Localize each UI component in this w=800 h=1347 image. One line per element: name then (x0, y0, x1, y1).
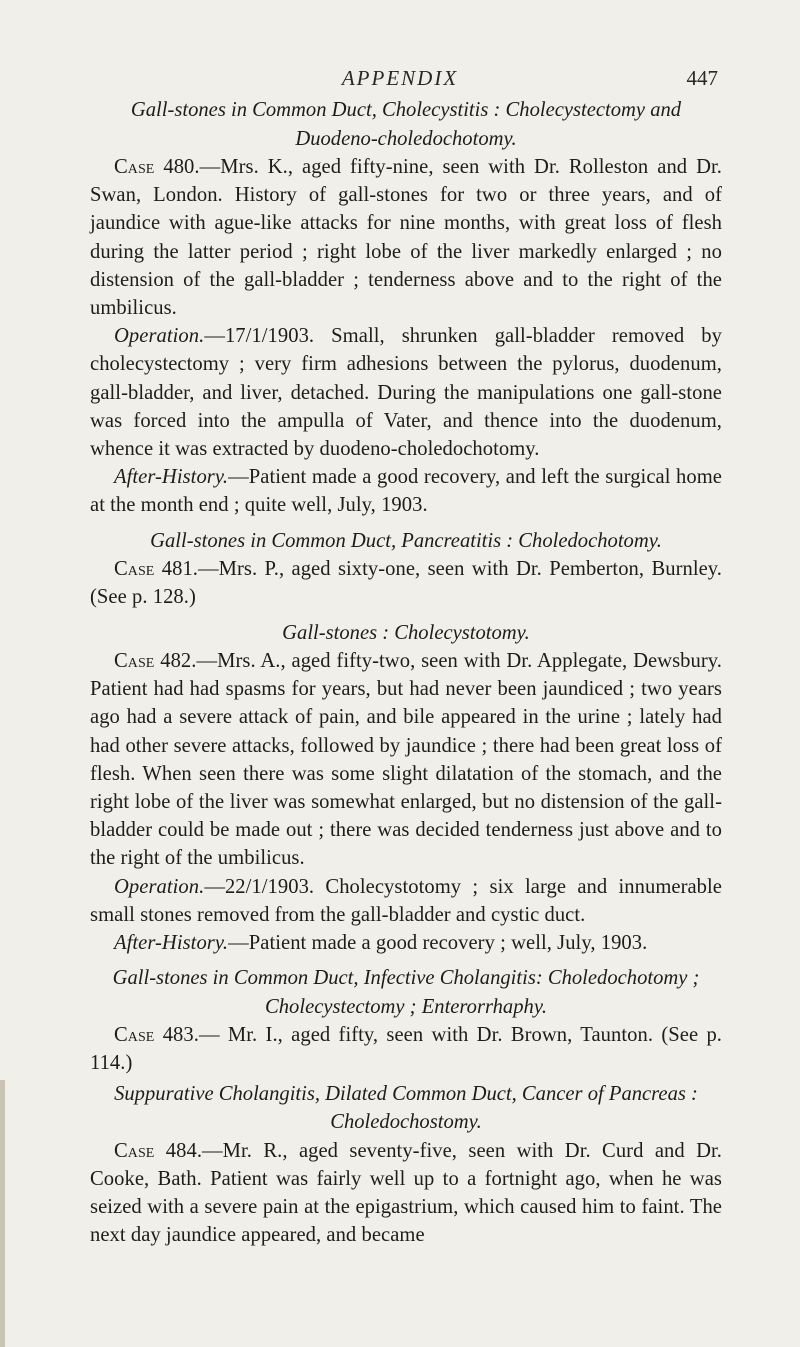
after-history-paragraph (90, 463, 722, 519)
heading-line: Gall-stones : Cholecystotomy. (282, 621, 530, 644)
paragraph-lead: After-History. (114, 932, 229, 955)
paragraph-text: —17/1/1903. Small, shrunken gall-bladder removed by cholecystectomy ; very firm adhesions between the pylorus, duodenum, gall-bladder, and liver, detached. During the manipulations one gall-stone was forced into the ampulla of Vater, and thence into the duodenum, whence it was extracted by duodeno-choledochotomy. (90, 325, 722, 461)
case-section (90, 619, 722, 958)
case-section (90, 964, 722, 1077)
case-section (90, 1080, 722, 1250)
case-paragraph (90, 153, 722, 322)
case-paragraph (90, 647, 722, 873)
page-header (90, 66, 718, 96)
operation-paragraph (90, 873, 722, 929)
heading-line: Gall-stones in Common Duct, Pancreatitis : Choledochotomy. (150, 529, 662, 552)
paragraph-text: —Mrs. K., aged fifty-nine, seen with Dr. Rolleston and Dr. Swan, London. History of gall-stones for two or three years, and of jaundice with ague-like attacks for nine months, with great loss of flesh during the latter period ; right lobe of the liver markedly enlarged ; no distension of the gall-bladder ; tenderness above and to the right of the umbilicus. (90, 156, 722, 320)
page-edge-shadow (0, 1080, 5, 1347)
heading-line: Gall-stones in Common Duct, Infective Cholangitis: Choledochotomy ; (112, 967, 700, 990)
paragraph-text: —Patient made a good recovery, and left the surgical home at the month end ; quite well, July, 1903. (90, 466, 722, 517)
section-heading (90, 964, 722, 1021)
page-number: 447 (686, 66, 718, 90)
paragraph-lead: Operation. (114, 325, 205, 348)
case-number: Case 482. (114, 650, 197, 673)
section-heading (90, 527, 722, 556)
section-heading (90, 96, 722, 153)
section-heading (90, 1080, 722, 1137)
paragraph-text: —Mrs. A., aged fifty-two, seen with Dr. Applegate, Dewsbury. Patient had had spasms for years, but had never been jaundiced ; two years ago had a severe attack of pain, and bile appeared in the urine ; lately had had other severe attacks, followed by jaundice ; there had been great loss of flesh. When seen there was some slight dilatation of the stomach, and the right lobe of the liver was somewhat enlarged, but no distension of the gall-bladder could be made out ; there was decided tenderness just above and to the right of the umbilicus. (90, 650, 722, 870)
heading-line: Duodeno-choledochotomy. (295, 127, 517, 150)
heading-line: Cholecystectomy ; Enterorrhaphy. (265, 995, 547, 1018)
page-body (90, 96, 722, 1250)
case-paragraph (90, 555, 722, 611)
case-section (90, 96, 722, 520)
paragraph-text: —22/1/1903. Cholecystotomy ; six large and innumerable small stones removed from the gall-bladder and cystic duct. (90, 875, 722, 926)
paragraph-text: —Mr. R., aged seventy-five, seen with Dr. Curd and Dr. Cooke, Bath. Patient was fairly well up to a fortnight ago, when he was seized with a severe pain at the epigastrium, which caused him to faint. The next day jaundice appeared, and became (90, 1139, 722, 1247)
case-number: Case 480. (114, 156, 200, 178)
case-paragraph (90, 1137, 722, 1250)
case-number: Case 484. (114, 1139, 203, 1162)
operation-paragraph (90, 322, 722, 463)
heading-line: Gall-stones in Common Duct, Cholecystitis : Cholecystectomy and (130, 99, 682, 121)
paragraph-lead: After-History. (114, 466, 229, 489)
case-number: Case 481. (114, 558, 198, 581)
after-history-paragraph (90, 929, 722, 957)
running-head: APPENDIX (341, 66, 459, 90)
heading-line: Choledochostomy. (330, 1111, 482, 1134)
case-section (90, 527, 722, 612)
heading-line: Suppurative Cholangitis, Dilated Common Duct, Cancer of Pancreas : (114, 1082, 698, 1105)
paragraph-text: —Mrs. P., aged sixty-one, seen with Dr. Pemberton, Burnley. (See p. 128.) (90, 558, 723, 609)
case-paragraph (90, 1021, 722, 1077)
paragraph-text: — Mr. I., aged fifty, seen with Dr. Brown, Taunton. (See p. 114.) (90, 1024, 722, 1075)
section-heading (90, 619, 722, 648)
paragraph-lead: Operation. (114, 875, 205, 898)
paragraph-text: —Patient made a good recovery ; well, July, 1903. (228, 932, 648, 955)
case-number: Case 483. (114, 1024, 199, 1047)
